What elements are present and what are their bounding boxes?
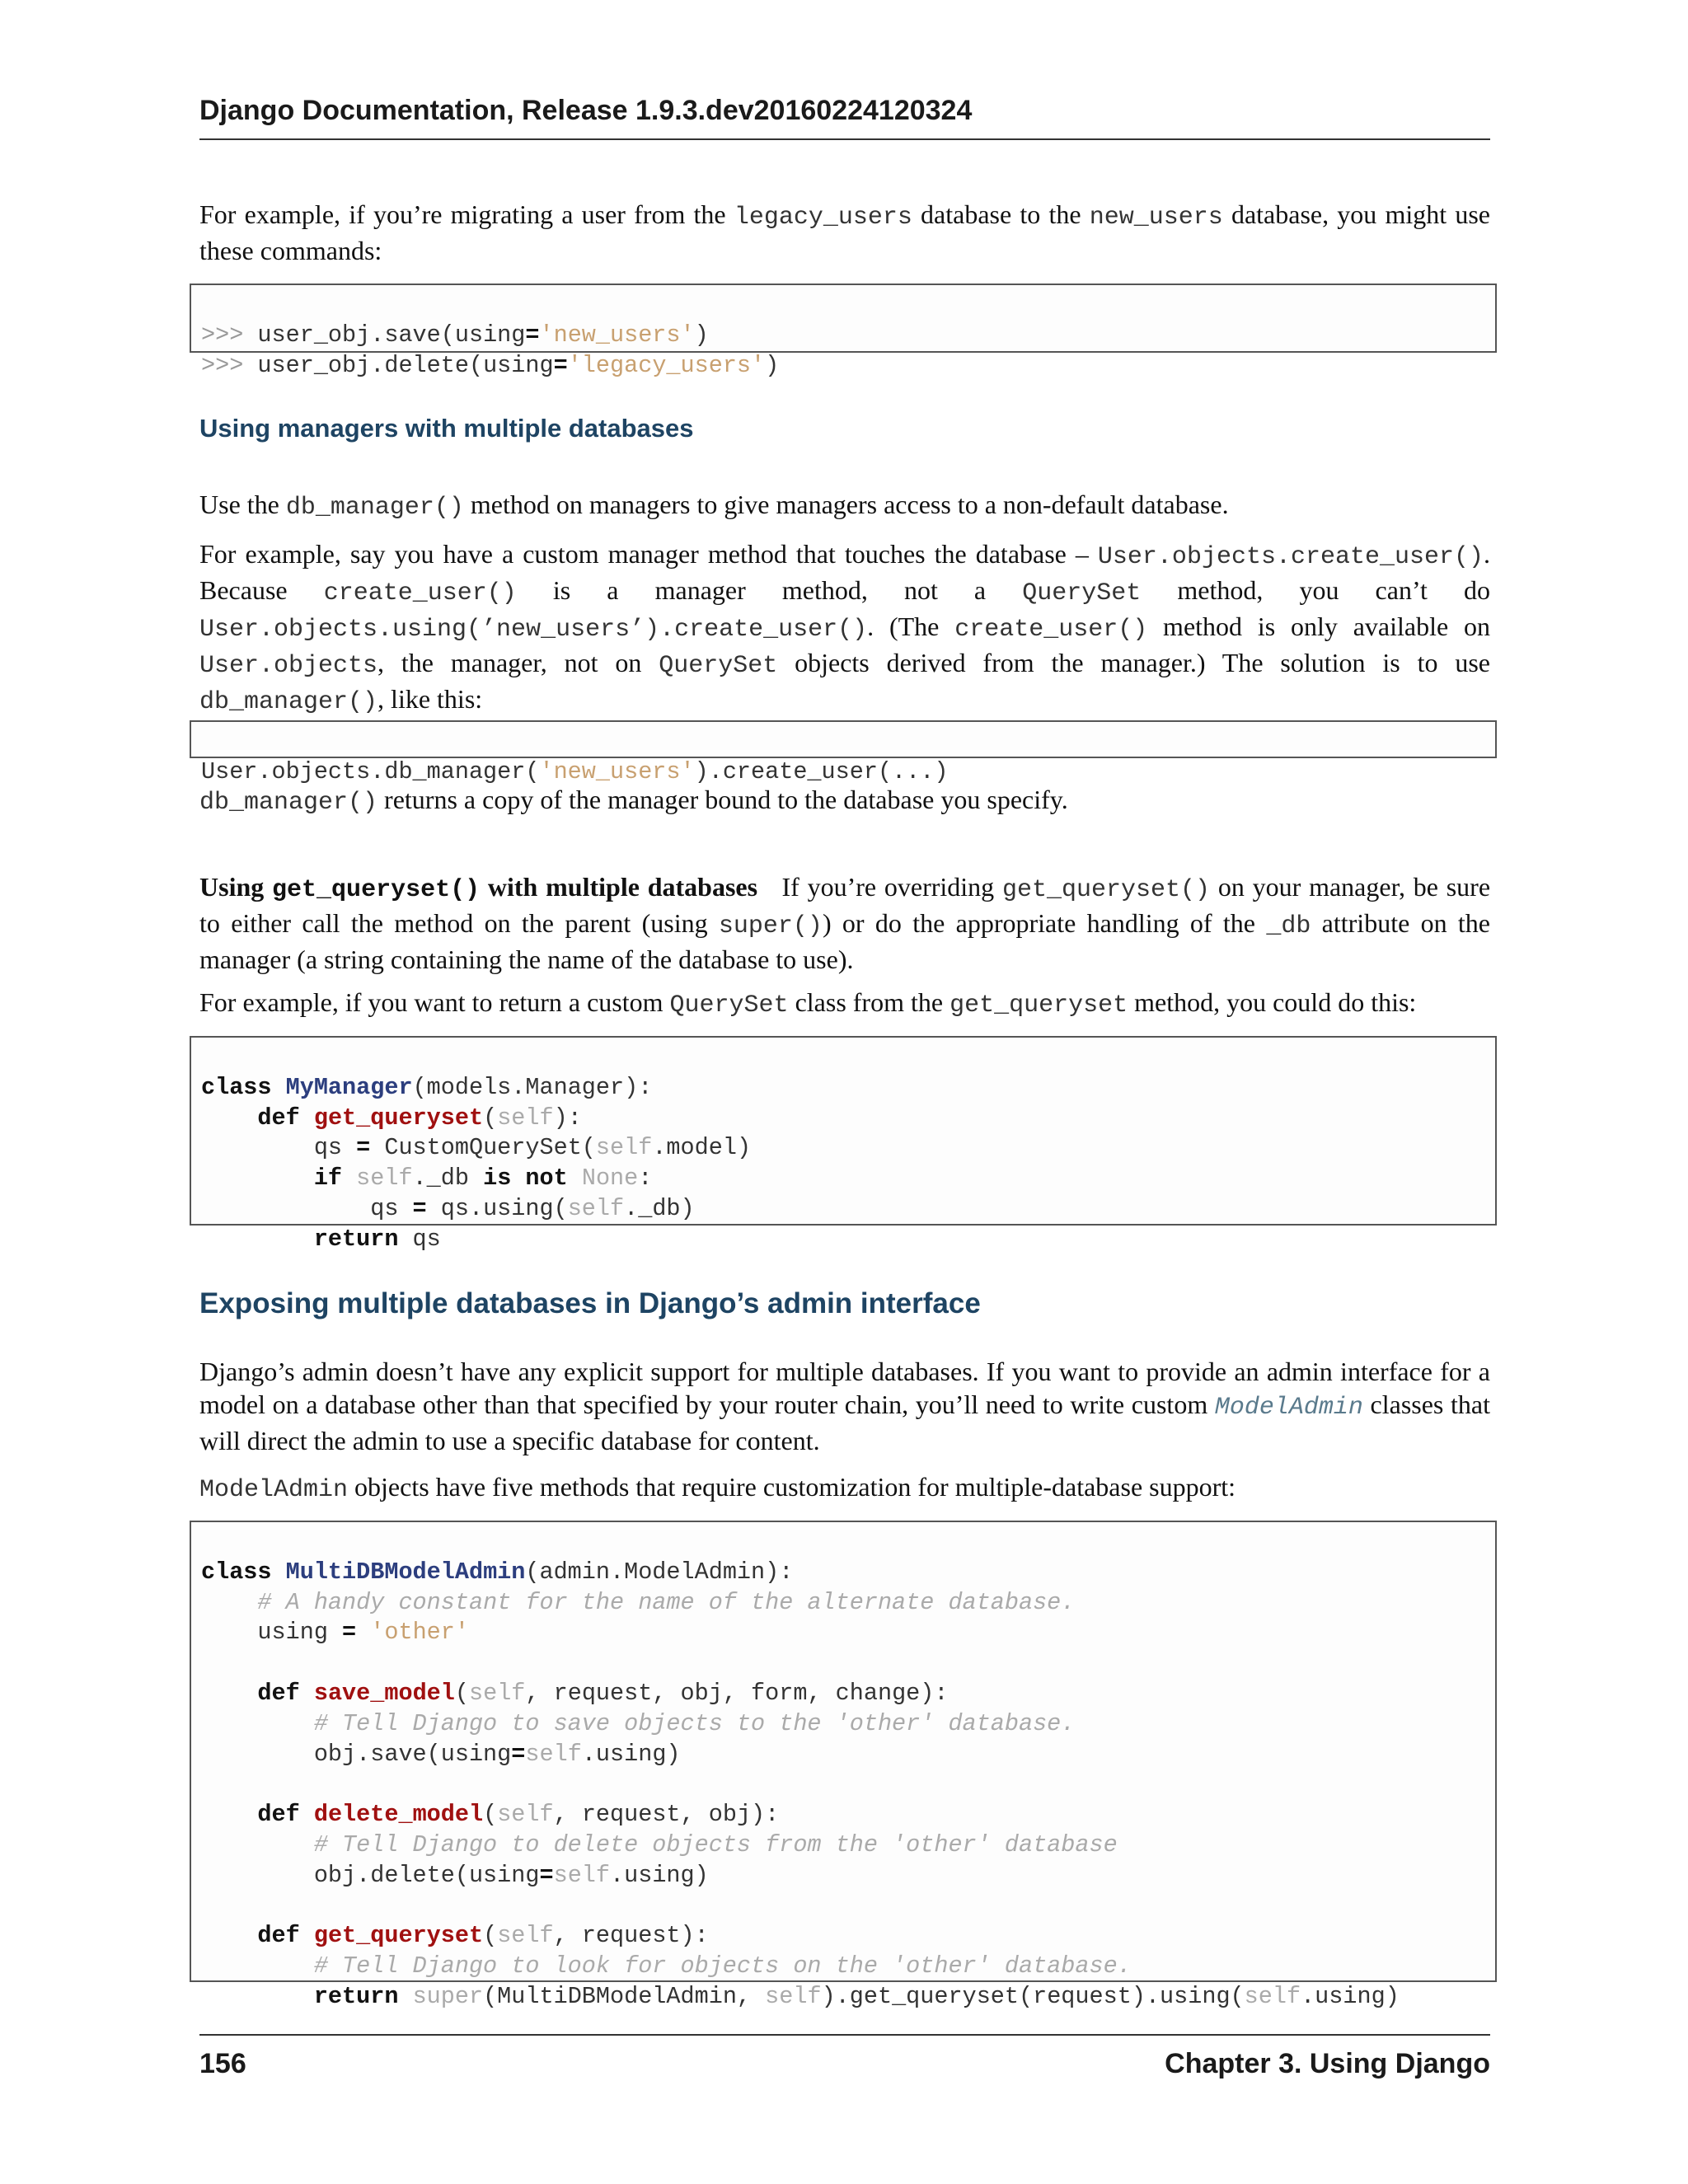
paragraph-db-manager-returns: db_manager() returns a copy of the manager bound to the database you specify. — [199, 785, 1068, 817]
code-block-save-delete: >>> user_obj.save(using='new_users') >>> user_obj.delete(using='legacy_users') — [190, 284, 1497, 353]
running-footer — [199, 2034, 1490, 2085]
chapter-title: Chapter 3. Using Django — [1165, 2048, 1490, 2079]
section-managers — [199, 410, 1490, 447]
section-heading: Exposing multiple databases in Django’s admin interface — [199, 1287, 981, 1319]
code-block-db-manager: User.objects.db_manager('new_users').create_user(...) — [190, 720, 1497, 758]
running-header: Django Documentation, Release 1.9.3.dev20160224120324 — [199, 89, 1490, 140]
page-number: 156 — [199, 2048, 246, 2079]
rubric-title: Using get_queryset() with multiple databases — [199, 872, 758, 904]
paragraph-db-manager: Use the db_manager() method on managers to give managers access to a non-default database. — [199, 490, 1229, 522]
paragraph-admin-support: Django’s admin doesn’t have any explicit support for multiple databases. If you want to provide an admin interface for a model on a database other than that specified by your router chain, you’ll need to write custom ModelAdmin classes that will direct the admin to use a specific database for content. — [199, 1357, 1490, 1455]
paragraph-modeladmin-methods: ModelAdmin objects have five methods that require customization for multiple-database support: — [199, 1472, 1236, 1504]
section-admin — [199, 1286, 1490, 1322]
intro-paragraph: For example, if you’re migrating a user from the legacy_users database to the new_users database, you might use these commands: — [199, 199, 1491, 265]
paragraph-get-queryset: Using get_queryset() with multiple databases If you’re overriding get_queryset() on your manager, be sure to either call the method on the parent (using super()) or do the appropriate handling of the _db attribute on the manager (a string containing the name of the database to use). — [199, 872, 1491, 974]
paragraph-custom-manager: For example, say you have a custom manager method that touches the database – User.objects.create_user(). Because create_user() is a manager method, not a QuerySet method, you can’t do User.objects.using(’new_users’).create_user(). (The create_user() method is only available on User.objects, the manager, not on QuerySet objects derived from the manager.) The solution is to use db_manager(), like this: — [199, 539, 1491, 716]
code-block-my-manager: class MyManager(models.Manager): def get_queryset(self): qs = CustomQuerySet(self.model) if self._db is not None: qs = qs.using(self._db) return qs — [190, 1036, 1497, 1226]
paragraph-custom-queryset: For example, if you want to return a custom QuerySet class from the get_queryset method, you could do this: — [199, 987, 1417, 1019]
code-block-multidb-admin: class MultiDBModelAdmin(admin.ModelAdmin): # A handy constant for the name of the alternate database. using = 'other' def save_model(self, request, obj, form, change): # Tell Django to save objects to the 'other' database. obj.save(using=self.using) def delete_model(self, request, obj): # Tell Django to delete objects from the 'other' database obj.delete(using=self.using) def get_queryset(self, request): # Tell Django to look for objects on the 'other' database. return super(MultiDBModelAdmin, self).get_queryset(request).using(self.using) — [190, 1521, 1497, 1982]
section-heading: Using managers with multiple databases — [199, 414, 694, 443]
modeladmin-link[interactable]: ModelAdmin — [1214, 1394, 1363, 1422]
